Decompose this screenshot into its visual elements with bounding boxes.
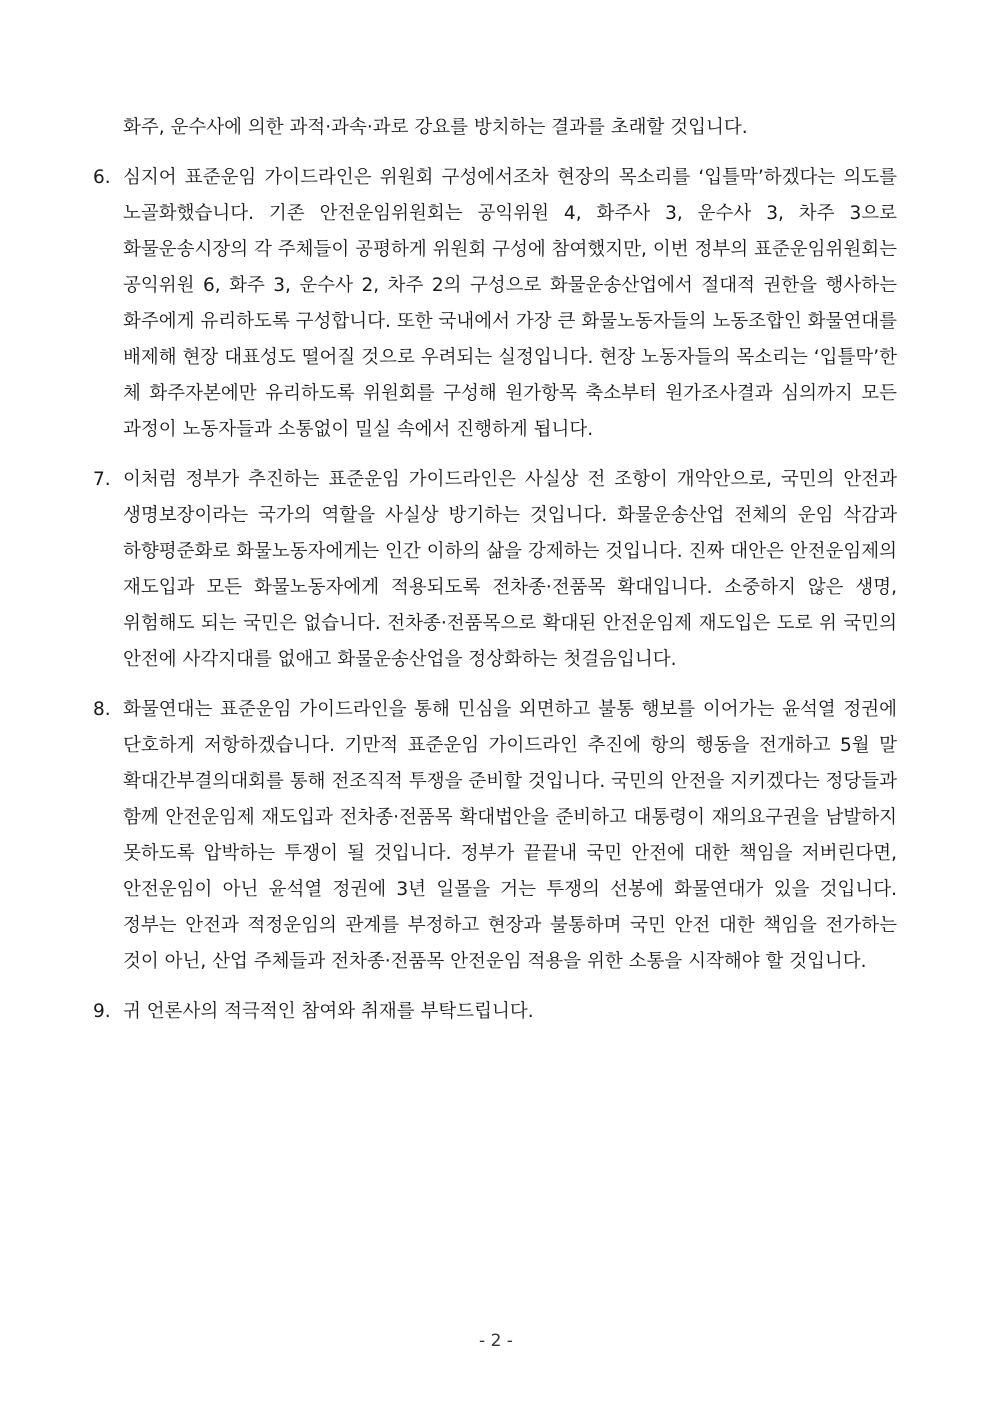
- paragraph-text: 화주, 운수사에 의한 과적·과속·과로 강요를 방치하는 결과를 초래할 것입니다.: [123, 117, 748, 138]
- paragraph-continuation: [93, 110, 897, 146]
- paragraph-6: [93, 160, 897, 448]
- paragraph-9: [93, 994, 897, 1030]
- paragraph-7: [93, 462, 897, 678]
- paragraph-text: 귀 언론사의 적극적인 참여와 취재를 부탁드립니다.: [123, 1001, 534, 1022]
- paragraph-text: 심지어 표준운임 가이드라인은 위원회 구성에서조차 현장의 목소리를 ‘입틀막’하겠다는 의도를 노골화했습니다. 기존 안전운임위원회는 공익위원 4, 화주사 3, 운수사 3, 차주 3으로 화물운송시장의 각 주체들이 공평하게 위원회 구성에 참여했지만, 이번 정부의 표준운임위원회는 공익위원 6, 화주 3, 운수사 2, 차주 2의 구성으로 화물운송산업에서 절대적 권한을 행사하는 화주에게 유리하도록 구성합니다. 또한 국내에서 가장 큰 화물노동자들의 노동조합인 화물연대를 배제해 현장 대표성도 떨어질 것으로 우려되는 실정입니다. 현장 노동자들의 목소리는 ‘입틀막’한 체 화주자본에만 유리하도록 위원회를 구성해 원가항목 축소부터 원가조사결과 심의까지 모든 과정이 노동자들과 소통없이 밀실 속에서 진행하게 됩니다.: [123, 167, 897, 440]
- paragraph-number: 7.: [93, 469, 111, 490]
- page-number: - 2 -: [479, 1331, 513, 1351]
- paragraph-8: [93, 692, 897, 980]
- paragraph-number: 9.: [93, 1001, 111, 1022]
- paragraph-number: 8.: [93, 699, 111, 720]
- paragraph-number: 6.: [93, 167, 111, 188]
- document-body: [93, 110, 897, 1030]
- paragraph-text: 이처럼 정부가 추진하는 표준운임 가이드라인은 사실상 전 조항이 개악안으로, 국민의 안전과 생명보장이라는 국가의 역할을 사실상 방기하는 것입니다. 화물운송산업 전체의 운임 삭감과 하향평준화로 화물노동자에게는 인간 이하의 삶을 강제하는 것입니다. 진짜 대안은 안전운임제의 재도입과 모든 화물노동자에게 적용되도록 전차종·전품목 확대입니다. 소중하지 않은 생명, 위험해도 되는 국민은 없습니다. 전차종·전품목으로 확대된 안전운임제 재도입은 도로 위 국민의 안전에 사각지대를 없애고 화물운송산업을 정상화하는 첫걸음입니다.: [123, 469, 897, 670]
- paragraph-text: 화물연대는 표준운임 가이드라인을 통해 민심을 외면하고 불통 행보를 이어가는 윤석열 정권에 단호하게 저항하겠습니다. 기만적 표준운임 가이드라인 추진에 항의 행동을 전개하고 5월 말 확대간부결의대회를 통해 전조직적 투쟁을 준비할 것입니다. 국민의 안전을 지키겠다는 정당들과 함께 안전운임제 재도입과 전차종·전품목 확대법안을 준비하고 대통령이 재의요구권을 남발하지 못하도록 압박하는 투쟁이 될 것입니다. 정부가 끝끝내 국민 안전에 대한 책임을 저버린다면, 안전운임이 아닌 윤석열 정권에 3년 일몰을 거는 투쟁의 선봉에 화물연대가 있을 것입니다. 정부는 안전과 적정운임의 관계를 부정하고 현장과 불통하며 국민 안전 대한 책임을 전가하는 것이 아닌, 산업 주체들과 전차종·전품목 안전운임 적용을 위한 소통을 시작해야 할 것입니다.: [123, 699, 897, 972]
